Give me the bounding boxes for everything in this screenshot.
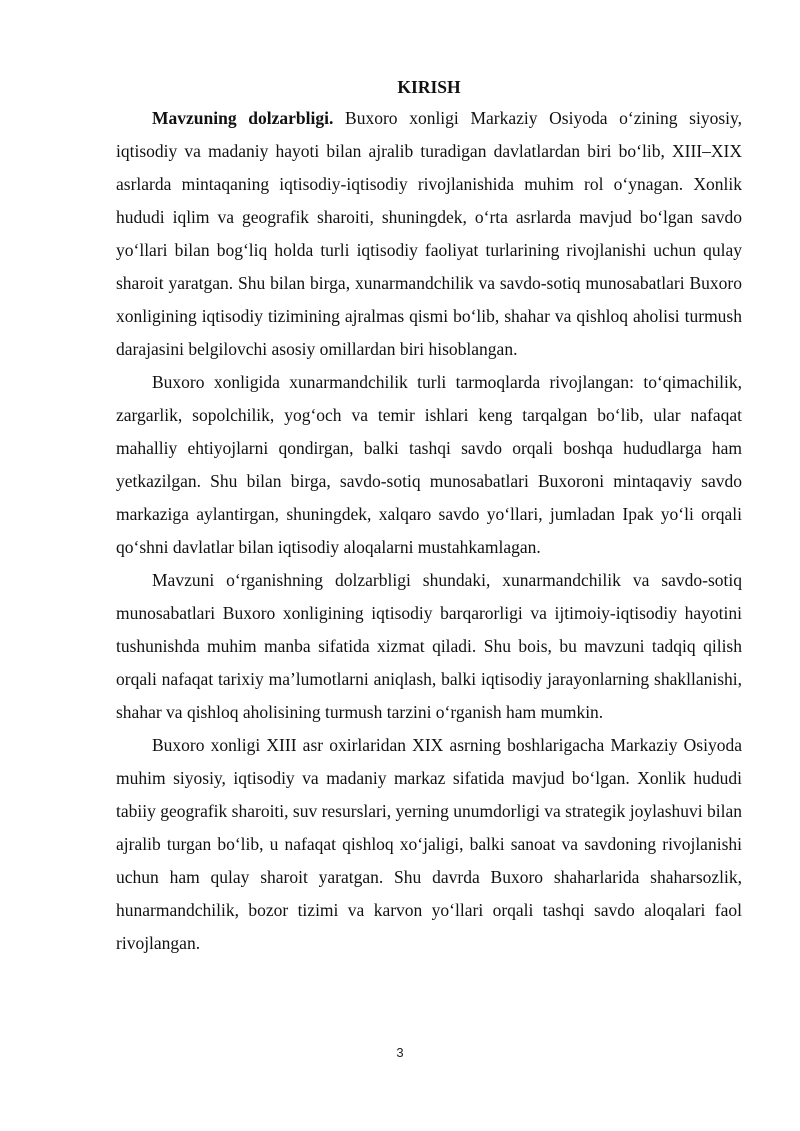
page-number: 3: [396, 1045, 404, 1060]
section-heading: KIRISH: [397, 77, 461, 97]
paragraph-crafts: Buxoro xonligida xunarmandchilik turli tarmoqlarda rivojlangan: to‘qimachilik, zargarlik, sopolchilik, yog‘och va temir ishlari keng tarqalgan bo‘lib, ular nafaqat mahalliy ehtiyojlarni qondirgan, balki tashqi savdo orqali boshqa hududlarga ham yetkazilgan. Shu bilan birga, savdo-sotiq munosabatlari Buxoroni mintaqaviy savdo markaziga aylantirgan, shuningdek, xalqaro savdo yo‘llari, jumladan Ipak yo‘li orqali qo‘shni davlatlar bilan iqtisodiy aloqalarni mustahkamlagan.: [116, 372, 742, 557]
paragraph-importance: Mavzuni o‘rganishning dolzarbligi shundaki, xunarmandchilik va savdo-sotiq munosabatlari Buxoro xonligining iqtisodiy barqarorligi va ijtimoiy-iqtisodiy hayotini tushunishda muhim manba sifatida xizmat qiladi. Shu bois, bu mavzuni tadqiq qilish orqali nafaqat tarixiy ma’lumotlarni aniqlash, balki iqtisodiy jarayonlarning shakllanishi, shahar va qishloq aholisining turmush tarzini o‘rganish ham mumkin.: [116, 570, 742, 722]
paragraph-lead: Mavzuning dolzarbligi.: [152, 108, 334, 128]
paragraph-history: Buxoro xonligi XIII asr oxirlaridan XIX asrning boshlarigacha Markaziy Osiyoda muhim siyosiy, iqtisodiy va madaniy markaz sifatida mavjud bo‘lgan. Xonlik hududi tabiiy geografik sharoiti, suv resurslari, yerning unumdorligi va strategik joylashuvi bilan ajralib turgan bo‘lib, u nafaqat qishloq xo‘jaligi, balki sanoat va savdoning rivojlanishi uchun ham qulay sharoit yaratgan. Shu davrda Buxoro shaharlarida shaharsozlik, hunarmandchilik, bozor tizimi va karvon yo‘llari orqali tashqi savdo aloqalari faol rivojlangan.: [116, 735, 742, 953]
document-page: [116, 76, 742, 960]
paragraph-relevance: [116, 102, 742, 366]
paragraph-text: Buxoro xonligi Markaziy Osiyoda o‘zining siyosiy, iqtisodiy va madaniy hayoti bilan ajralib turadigan davlatlardan biri bo‘lib, XIII–XIX asrlarda mintaqaning iqtisodiy-iqtisodiy rivojlanishida muhim rol o‘ynagan. Xonlik hududi iqlim va geografik sharoiti, shuningdek, o‘rta asrlarda mavjud bo‘lgan savdo yo‘llari bilan bog‘liq holda turli iqtisodiy faoliyat turlarining rivojlanishi uchun qulay sharoit yaratgan. Shu bilan birga, xunarmandchilik va savdo-sotiq munosabatlari Buxoro xonligining iqtisodiy tizimining ajralmas qismi bo‘lib, shahar va qishloq aholisi turmush darajasini belgilovchi asosiy omillardan biri hisoblangan.: [116, 108, 742, 359]
